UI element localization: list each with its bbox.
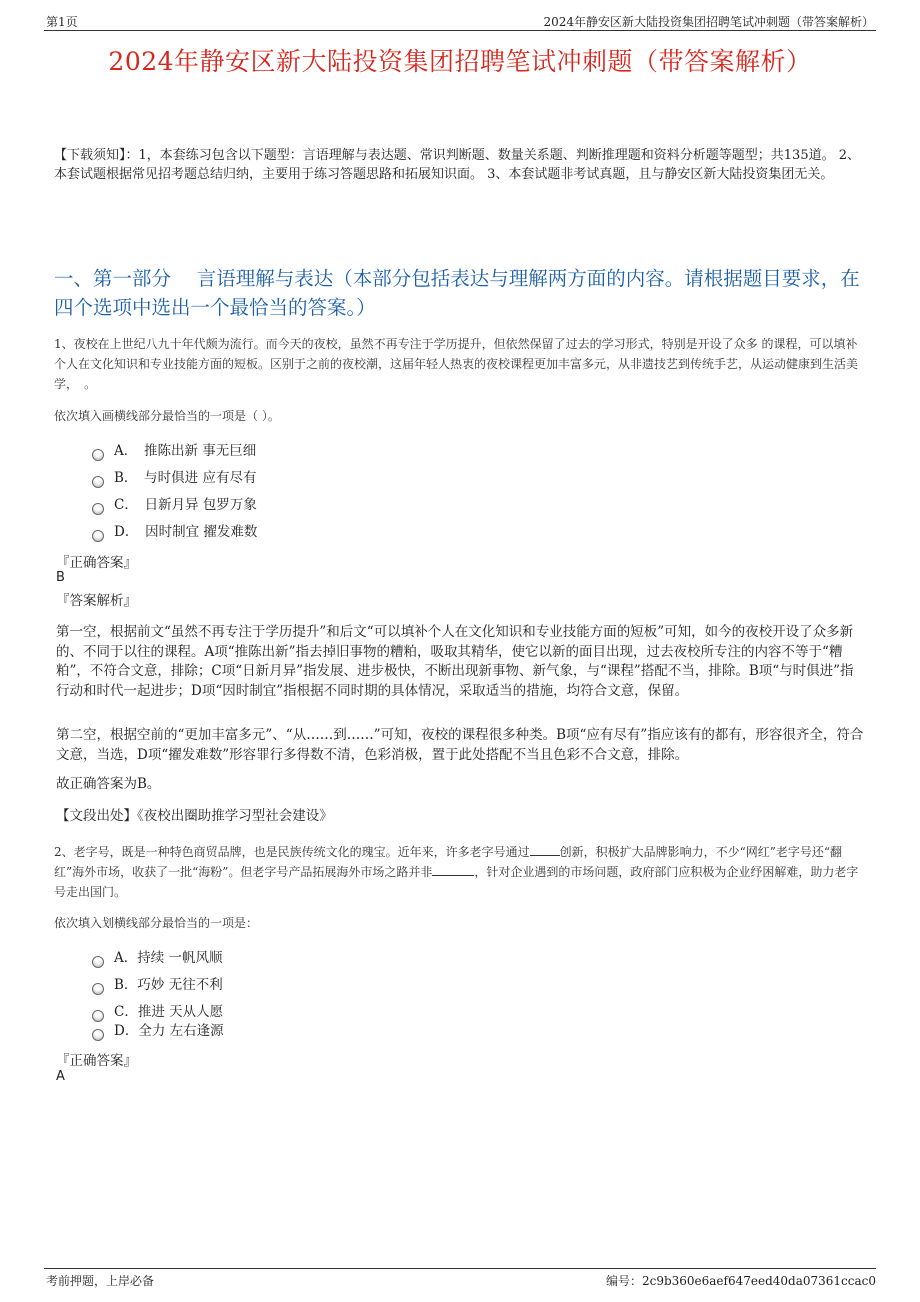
footer-slogan: 考前押题，上岸必备 [46,1274,155,1288]
radio-icon[interactable] [92,503,104,515]
radio-icon[interactable] [92,983,104,995]
page-number: 第1页 [46,15,78,29]
running-header: 2024年静安区新大陆投资集团招聘笔试冲刺题（带答案解析） [543,15,874,29]
q1-option-b[interactable]: B． 与时俱进 应有尽有 [92,468,256,488]
q2-answer: A [56,1069,65,1084]
document-id: 编号：2c9b360e6aef647eed40da07361ccac0 [605,1274,876,1288]
q1-analysis-paragraph-1: 第一空，根据前文“虽然不再专注于学历提升”和后文“可以填补个人在文化知识和专业技能方面的短板”可知，如今的夜校开设了众多新的、不同于以往的课程。A项“推陈出新”指去掉旧事物的糟粕，吸取其精华，使它以新的面目出现，过去夜校所专注的内容不等于“糟粕”，不符合文意，排除；C项“日新月异”指发展、进步极快，不断出现新事物、新气象，与“课程”搭配不当，排除。B项“与时俱进”指行动和时代一起进步；D项“因时制宜”指根据不同时期的具体情况，采取适当的措施，均符合文意，保留。 [56,624,854,699]
radio-icon[interactable] [92,956,104,968]
header-divider [44,30,876,31]
q2-option-b[interactable]: B．巧妙 无往不利 [92,975,223,995]
question-1-prompt: 依次填入画横线部分最恰当的一项是（ ）。 [54,409,280,423]
q2-option-d[interactable]: D．全力 左右逢源 [92,1021,224,1041]
footer-divider [44,1268,876,1269]
q2-answer-label: 『正确答案』 [56,1053,137,1069]
radio-icon[interactable] [92,476,104,488]
q1-option-d[interactable]: D． 因时制宜 擢发难数 [92,522,257,542]
q1-source: 【文段出处】《夜校出圈助推学习型社会建设》 [56,808,333,824]
download-notice: 【下载须知】：1，本套练习包含以下题型：言语理解与表达题、常识判断题、数量关系题、判断推理题和资料分析题等题型；共135道。 2、本套试题根据常见招考题总结归纳，主要用于练习答题思路和拓展知识面。 3、本套试题非考试真题，且与静安区新大陆投资集团无关。 [54,148,860,182]
q1-conclusion: 故正确答案为B。 [56,776,161,792]
q2-option-c[interactable]: C．推进 天从人愿 [92,1002,223,1022]
question-2-prompt: 依次填入划横线部分最恰当的一项是： [54,916,259,930]
q1-analysis-label: 『答案解析』 [56,593,137,609]
radio-icon[interactable] [92,449,104,461]
q1-option-c[interactable]: C． 日新月异 包罗万象 [92,495,257,515]
question-1-stem: 1、夜校在上世纪八九十年代颇为流行。而今天的夜校，虽然不再专注于学历提升，但依然保留了过去的学习形式，特别是开设了众多 的课程，可以填补个人在文化知识和专业技能方面的短板。区别于之前的夜校潮，这届年轻人热衷的夜校课程更加丰富多元，从非遗技艺到传统手艺，从运动健康到生活美学， 。 [54,337,859,391]
document-title: 2024年静安区新大陆投资集团招聘笔试冲刺题（带答案解析） [108,47,812,76]
blank-1 [530,855,560,856]
q1-answer: B [56,570,65,585]
q1-answer-label: 『正确答案』 [56,555,137,571]
q1-option-a[interactable]: A． 推陈出新 事无巨细 [92,441,256,461]
radio-icon[interactable] [92,1029,104,1041]
radio-icon[interactable] [92,1010,104,1022]
q2-option-a[interactable]: A．持续 一帆风顺 [92,948,223,968]
section-heading: 一、第一部分 言语理解与表达（本部分包括表达与理解两方面的内容。请根据题目要求，在四个选项中选出一个最恰当的答案。） [54,267,860,319]
radio-icon[interactable] [92,530,104,542]
question-2-stem: 2、老字号，既是一种特色商贸品牌，也是民族传统文化的瑰宝。近年来，许多老字号通过 创新，积极扩大品牌影响力，不少“网红”老字号还“翻红”海外市场，收获了一批“海粉”。但老字号产品拓展海外市场之路并非 ，针对企业遇到的市场问题，政府部门应积极为企业纾困解难，助力老字号走出国门。 [54,845,859,899]
q1-analysis-paragraph-2: 第二空，根据空前的“更加丰富多元”、“从……到……”可知，夜校的课程很多种类。B项“应有尽有”指应该有的都有，形容很齐全，符合文意，当选，D项“擢发难数”形容罪行多得数不清，色彩消极，置于此处搭配不当且色彩不合文意，排除。 [56,727,864,763]
blank-2 [432,875,474,876]
